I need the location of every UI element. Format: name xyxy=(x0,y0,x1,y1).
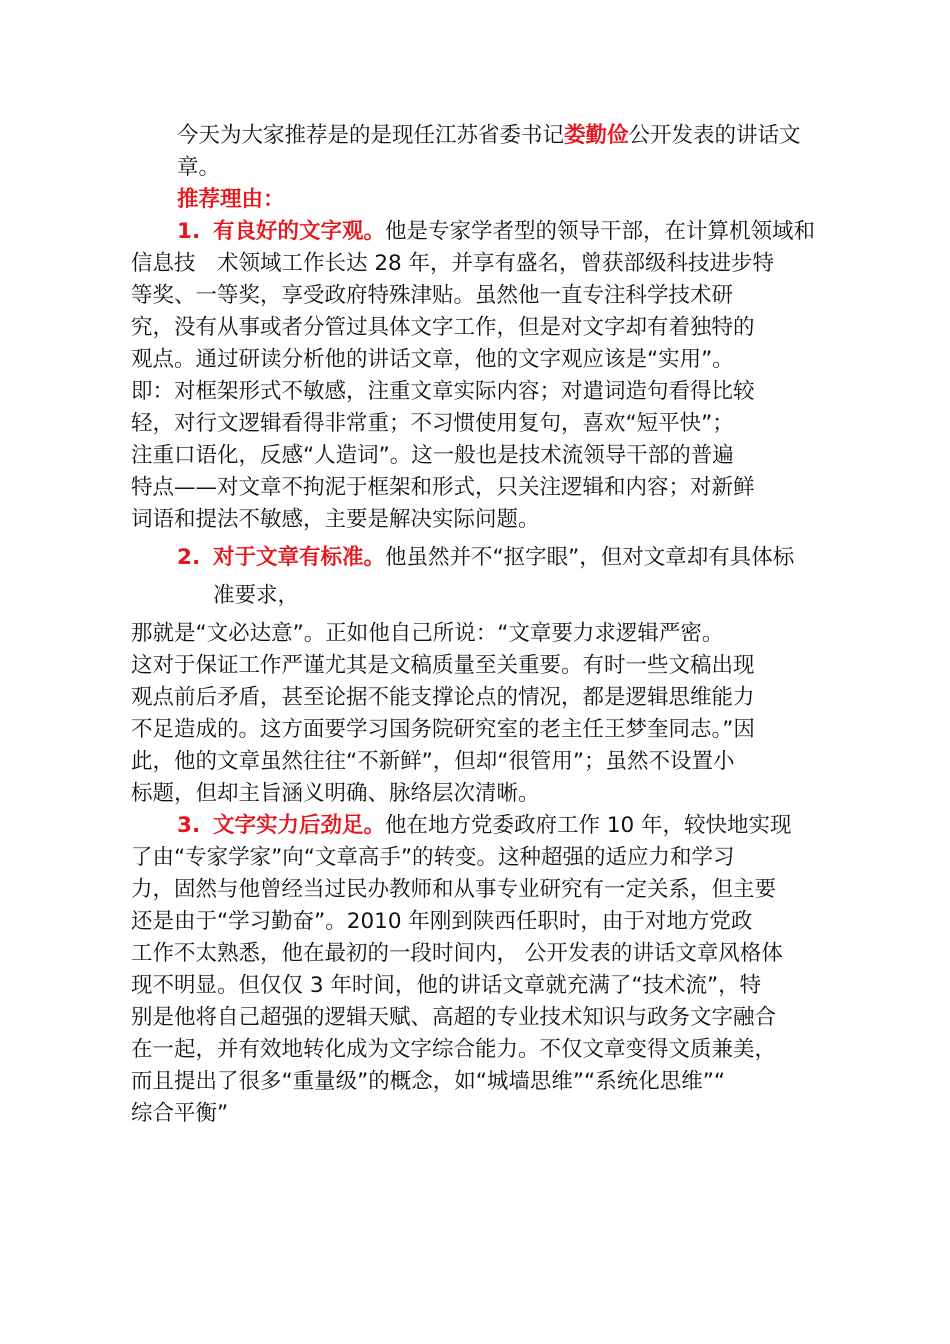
item1-first-line xyxy=(177,216,815,248)
paragraph-line: 标题，但却主旨涵义明确、脉络层次清晰。 xyxy=(131,781,540,806)
reasons-heading: 推荐理由： xyxy=(177,187,285,212)
paragraph-line: 究，没有从事或者分管过具体文字工作，但是对文字却有着独特的 xyxy=(131,315,755,340)
paragraph-line: 观点前后矛盾，甚至论据不能支撑论点的情况，都是逻辑思维能力 xyxy=(131,685,755,710)
paragraph-line: 那就是“文必达意”。正如他自己所说：“文章要力求逻辑严密。 xyxy=(131,621,724,646)
paragraph-line: 信息技 术领域工作长达 28 年，并享有盛名，曾获部级科技进步特 xyxy=(131,251,775,276)
intro-line-2: 章。 xyxy=(177,155,221,180)
paragraph-line: 而且提出了很多“重量级”的概念，如“城墙思维”“系统化思维”“ xyxy=(131,1069,725,1094)
paragraph-line: 观点。通过研读分析他的讲话文章，他的文字观应该是“实用”。 xyxy=(131,347,734,372)
paragraph-line: 在一起，并有效地转化成为文字综合能力。不仅文章变得文质兼美， xyxy=(131,1037,777,1062)
highlighted-name: 娄勤俭 xyxy=(564,123,629,148)
paragraph-line: 特点——对文章不拘泥于框架和形式，只关注逻辑和内容；对新鲜 xyxy=(131,475,755,500)
item1-text: 他是专家学者型的领导干部，在计算机领域和 xyxy=(385,219,816,244)
item2-title: 对于文章有标准。 xyxy=(213,545,386,570)
item2-second-line: 准要求， xyxy=(213,583,300,608)
paragraph-line: 力，固然与他曾经当过民办教师和从事专业研究有一定关系，但主要 xyxy=(131,877,777,902)
paragraph-line: 词语和提法不敏感，主要是解决实际问题。 xyxy=(131,507,540,532)
paragraph-line: 即：对框架形式不敏感，注重文章实际内容；对遣词造句看得比较 xyxy=(131,379,755,404)
item2-text: 他虽然并不“抠字眼”，但对文章却有具体标 xyxy=(385,545,795,570)
paragraph-line: 还是由于“学习勤奋”。2010 年刚到陕西任职时，由于对地方党政 xyxy=(131,909,753,934)
item1-number: 1. xyxy=(177,219,201,244)
item3-title: 文字实力后劲足。 xyxy=(213,813,386,838)
paragraph-line: 等奖、一等奖，享受政府特殊津贴。虽然他一直专注科学技术研 xyxy=(131,283,734,308)
paragraph-line: 轻，对行文逻辑看得非常重；不习惯使用复句，喜欢“短平快”； xyxy=(131,411,734,436)
paragraph-line: 此，他的文章虽然往往“不新鲜”，但却“很管用”；虽然不设置小 xyxy=(131,749,735,774)
intro-text: 今天为大家推荐是的是现任江苏省委书记 xyxy=(177,123,565,148)
item1-title: 有良好的文字观。 xyxy=(213,219,386,244)
paragraph-line: 这对于保证工作严谨尤其是文稿质量至关重要。有时一些文稿出现 xyxy=(131,653,755,678)
paragraph-line: 工作不太熟悉，他在最初的一段时间内， 公开发表的讲话文章风格体 xyxy=(131,941,783,966)
paragraph-line: 现不明显。但仅仅 3 年时间，他的讲话文章就充满了“技术流”，特 xyxy=(131,973,762,998)
item2-first-line xyxy=(177,542,794,574)
paragraph-line: 不足造成的。这方面要学习国务院研究室的老主任王梦奎同志。”因 xyxy=(131,717,755,742)
intro-line xyxy=(177,120,801,152)
paragraph-line: 注重口语化，反感“人造词”。这一般也是技术流领导干部的普遍 xyxy=(131,443,734,468)
item3-number: 3. xyxy=(177,813,201,838)
intro-text-end: 公开发表的讲话文 xyxy=(628,123,801,148)
paragraph-line: 综合平衡” xyxy=(131,1101,229,1126)
item3-text: 他在地方党委政府工作 10 年，较快地实现 xyxy=(385,813,792,838)
paragraph-line: 了由“专家学家”向“文章高手”的转变。这种超强的适应力和学习 xyxy=(131,845,735,870)
paragraph-line: 别是他将自己超强的逻辑天赋、高超的专业技术知识与政务文字融合 xyxy=(131,1005,777,1030)
item2-number: 2. xyxy=(177,545,201,570)
item3-first-line xyxy=(177,810,792,842)
